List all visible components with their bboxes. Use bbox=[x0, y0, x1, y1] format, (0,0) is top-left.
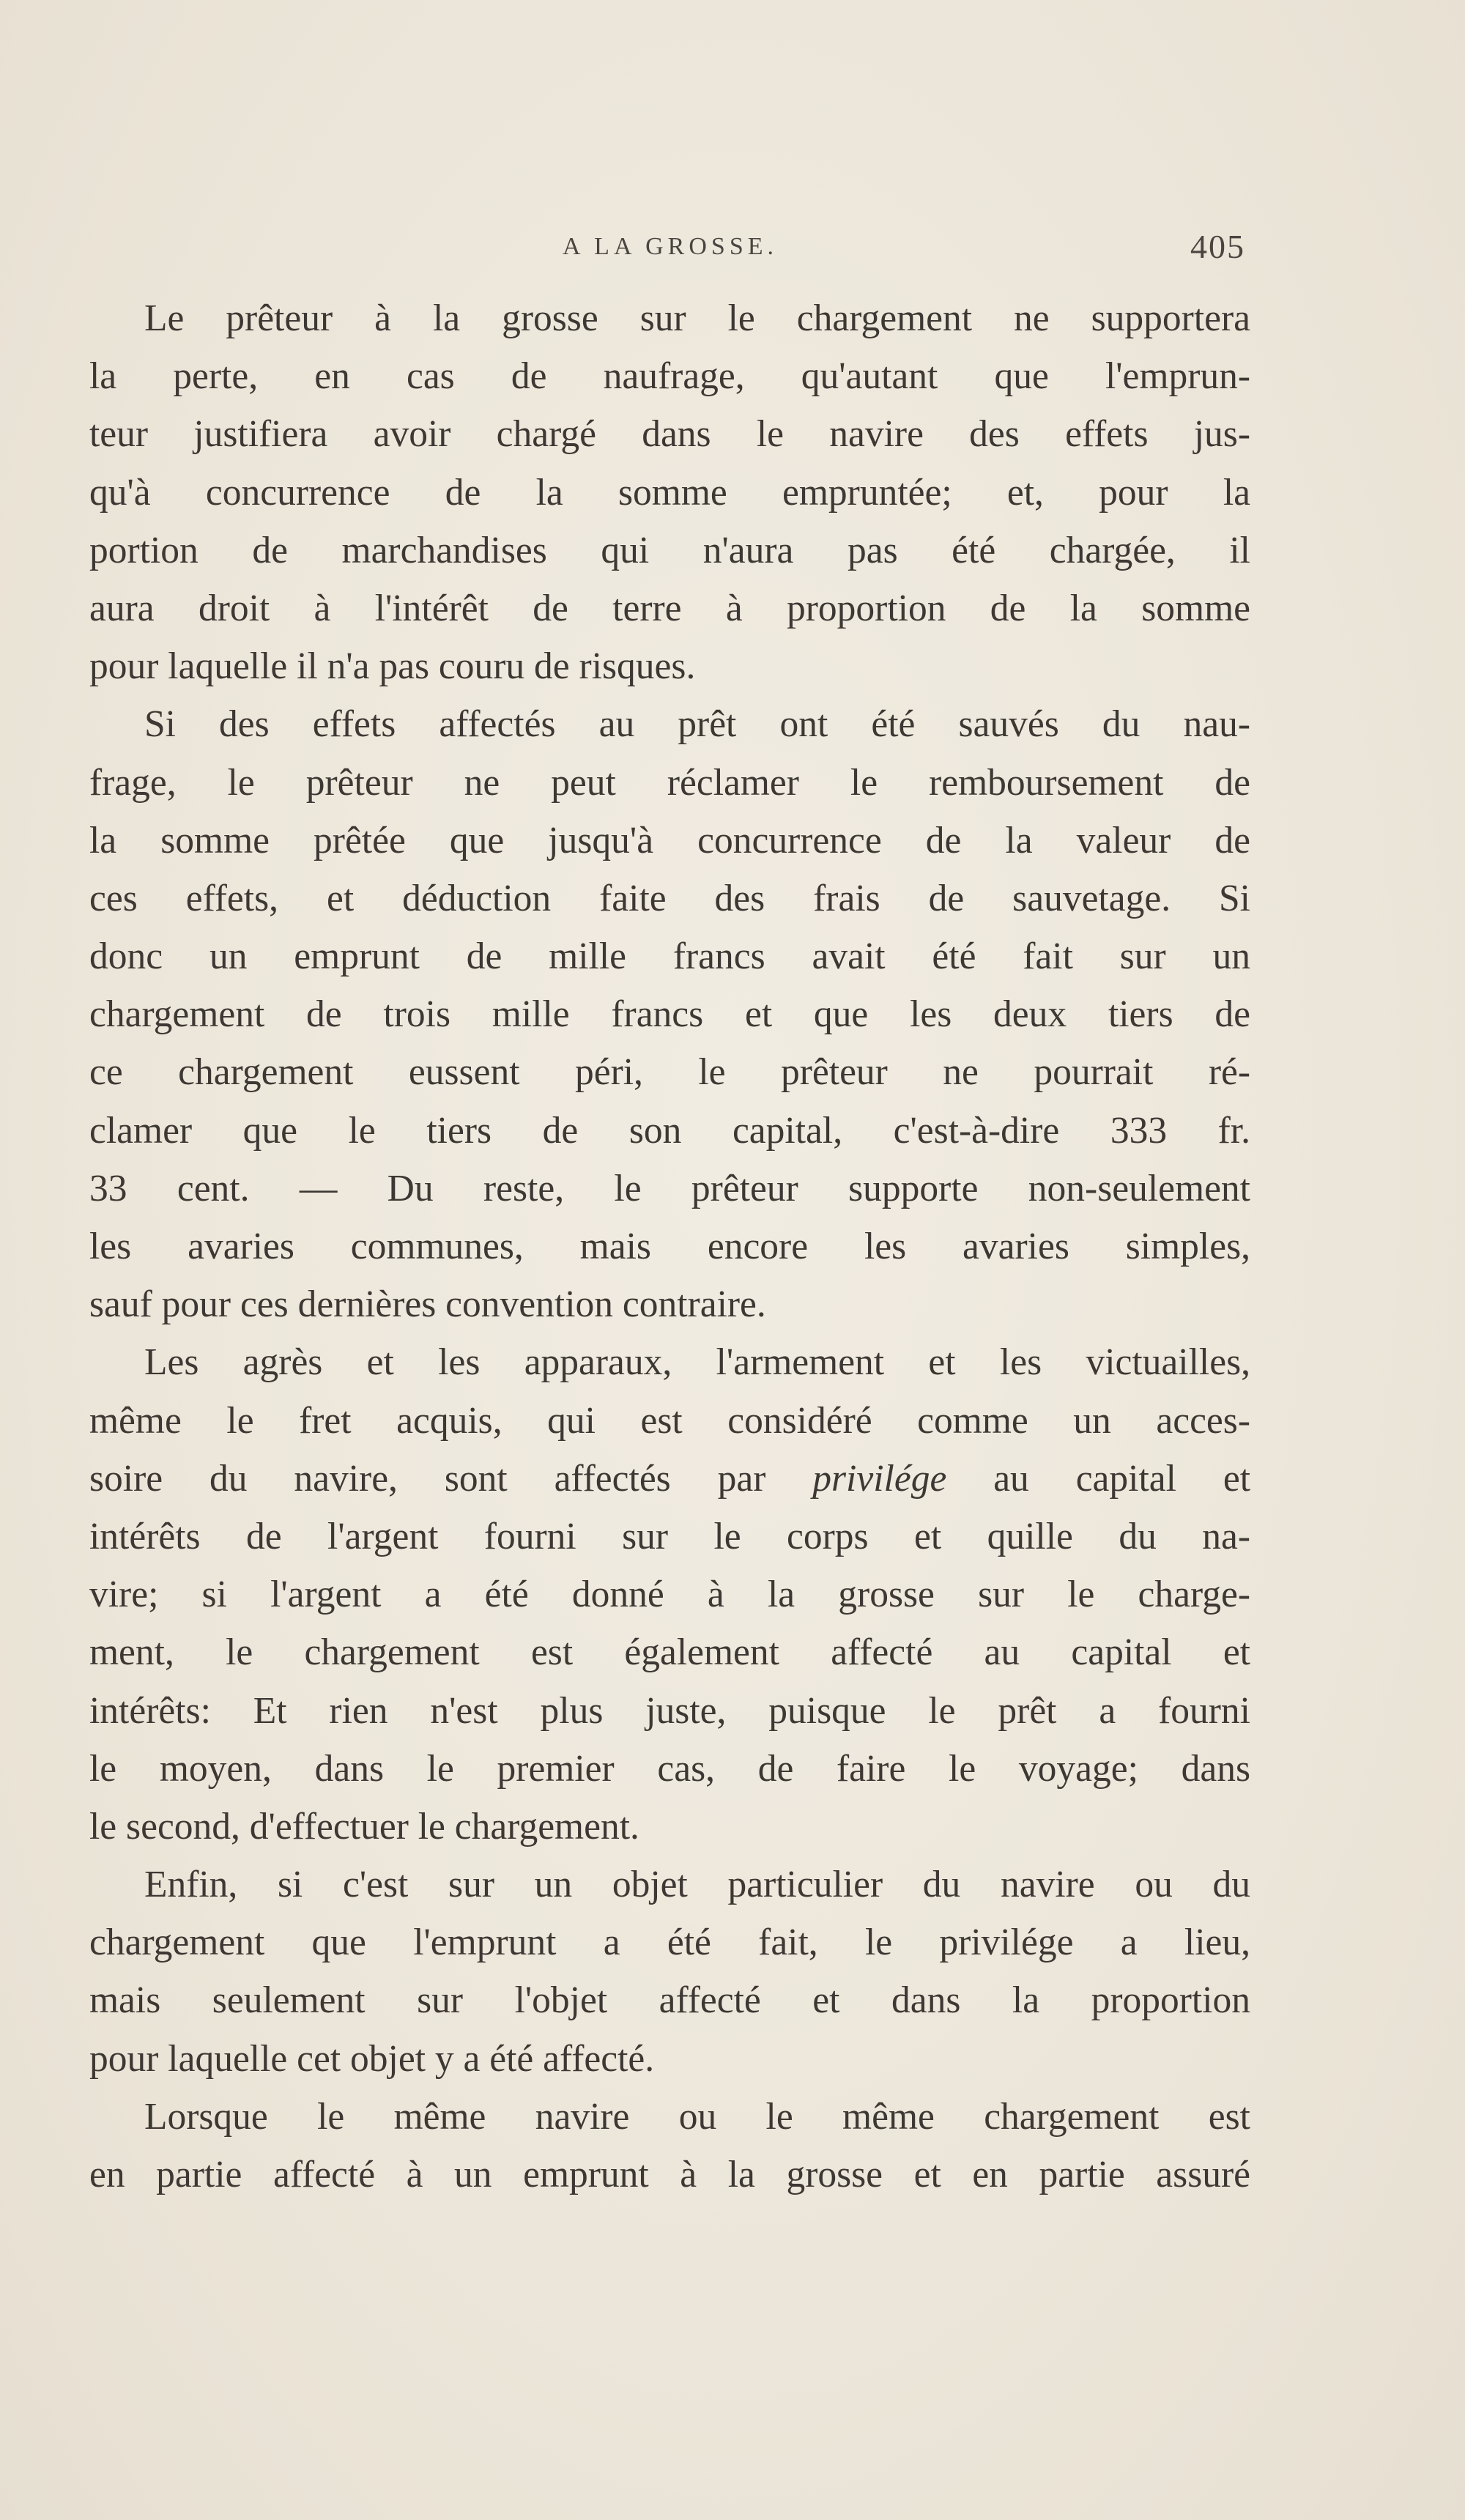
text-line: intérêts de l'argent fourni sur le corps et quille du na- bbox=[89, 1515, 1250, 1557]
text-line: même le fret acquis, qui est considéré comme un acces- bbox=[89, 1399, 1250, 1442]
text-line: intérêts: Et rien n'est plus juste, puisque le prêt a fourni bbox=[89, 1689, 1250, 1732]
text-line: la somme prêtée que jusqu'à concurrence de la valeur de bbox=[89, 819, 1250, 861]
text-line: le moyen, dans le premier cas, de faire le voyage; dans bbox=[89, 1747, 1250, 1790]
text-line: vire; si l'argent a été donné à la grosse sur le charge- bbox=[89, 1574, 1250, 1616]
text-line: ment, le chargement est également affecté au capital et bbox=[89, 1631, 1250, 1674]
text-segment: au capital et bbox=[946, 1457, 1251, 1500]
text-line: Lorsque le même navire ou le même chargement est bbox=[144, 2095, 1250, 2138]
text-line: donc un emprunt de mille francs avait été fait sur un bbox=[89, 935, 1250, 978]
text-line: aura droit à l'intérêt de terre à proportion de la somme bbox=[89, 587, 1250, 629]
page-number: 405 bbox=[1190, 228, 1245, 265]
text-line: mais seulement sur l'objet affecté et dans la proportion bbox=[89, 1979, 1250, 2022]
text-line: chargement de trois mille francs et que les deux tiers de bbox=[89, 993, 1250, 1036]
running-title: A LA GROSSE. bbox=[563, 233, 778, 260]
body-text bbox=[89, 289, 1250, 2204]
text-line: pour laquelle cet objet y a été affecté. bbox=[89, 2037, 655, 2080]
text-line: en partie affecté à un emprunt à la grosse et en partie assuré bbox=[89, 2154, 1250, 2195]
text-line: clamer que le tiers de son capital, c'est-à-dire 333 fr. bbox=[89, 1109, 1250, 1152]
text-line: teur justifiera avoir chargé dans le navire des effets jus- bbox=[89, 413, 1250, 456]
text-line-with-italic bbox=[89, 1450, 1250, 1508]
text-line: Le prêteur à la grosse sur le chargement ne supportera bbox=[144, 297, 1250, 339]
text-line: portion de marchandises qui n'aura pas été chargée, il bbox=[89, 529, 1250, 571]
text-line: sauf pour ces dernières convention contraire. bbox=[89, 1283, 766, 1326]
text-line: la perte, en cas de naufrage, qu'autant que l'emprun- bbox=[89, 355, 1250, 398]
text-line: les avaries communes, mais encore les avaries simples, bbox=[89, 1226, 1250, 1267]
text-line: pour laquelle il n'a pas couru de risques. bbox=[89, 645, 696, 688]
text-line: Si des effets affectés au prêt ont été sauvés du nau- bbox=[144, 703, 1250, 746]
text-line: 33 cent. — Du reste, le prêteur supporte non-seulement bbox=[89, 1167, 1250, 1209]
text-line: Les agrès et les apparaux, l'armement et les victuailles, bbox=[144, 1341, 1250, 1384]
text-line: chargement que l'emprunt a été fait, le privilége a lieu, bbox=[89, 1922, 1250, 1964]
text-line: ce chargement eussent péri, le prêteur ne pourrait ré- bbox=[89, 1051, 1250, 1094]
text-line: Enfin, si c'est sur un objet particulier du navire ou du bbox=[144, 1864, 1250, 1906]
text-line: ces effets, et déduction faite des frais de sauvetage. Si bbox=[89, 877, 1250, 919]
text-line: le second, d'effectuer le chargement. bbox=[89, 1805, 639, 1848]
text-line: frage, le prêteur ne peut réclamer le remboursement de bbox=[89, 761, 1250, 804]
italic-term: privilége bbox=[812, 1457, 947, 1500]
text-line: qu'à concurrence de la somme empruntée; et, pour la bbox=[89, 471, 1250, 514]
text-segment: soire du navire, sont affectés par bbox=[89, 1457, 813, 1500]
running-head bbox=[95, 227, 1245, 271]
